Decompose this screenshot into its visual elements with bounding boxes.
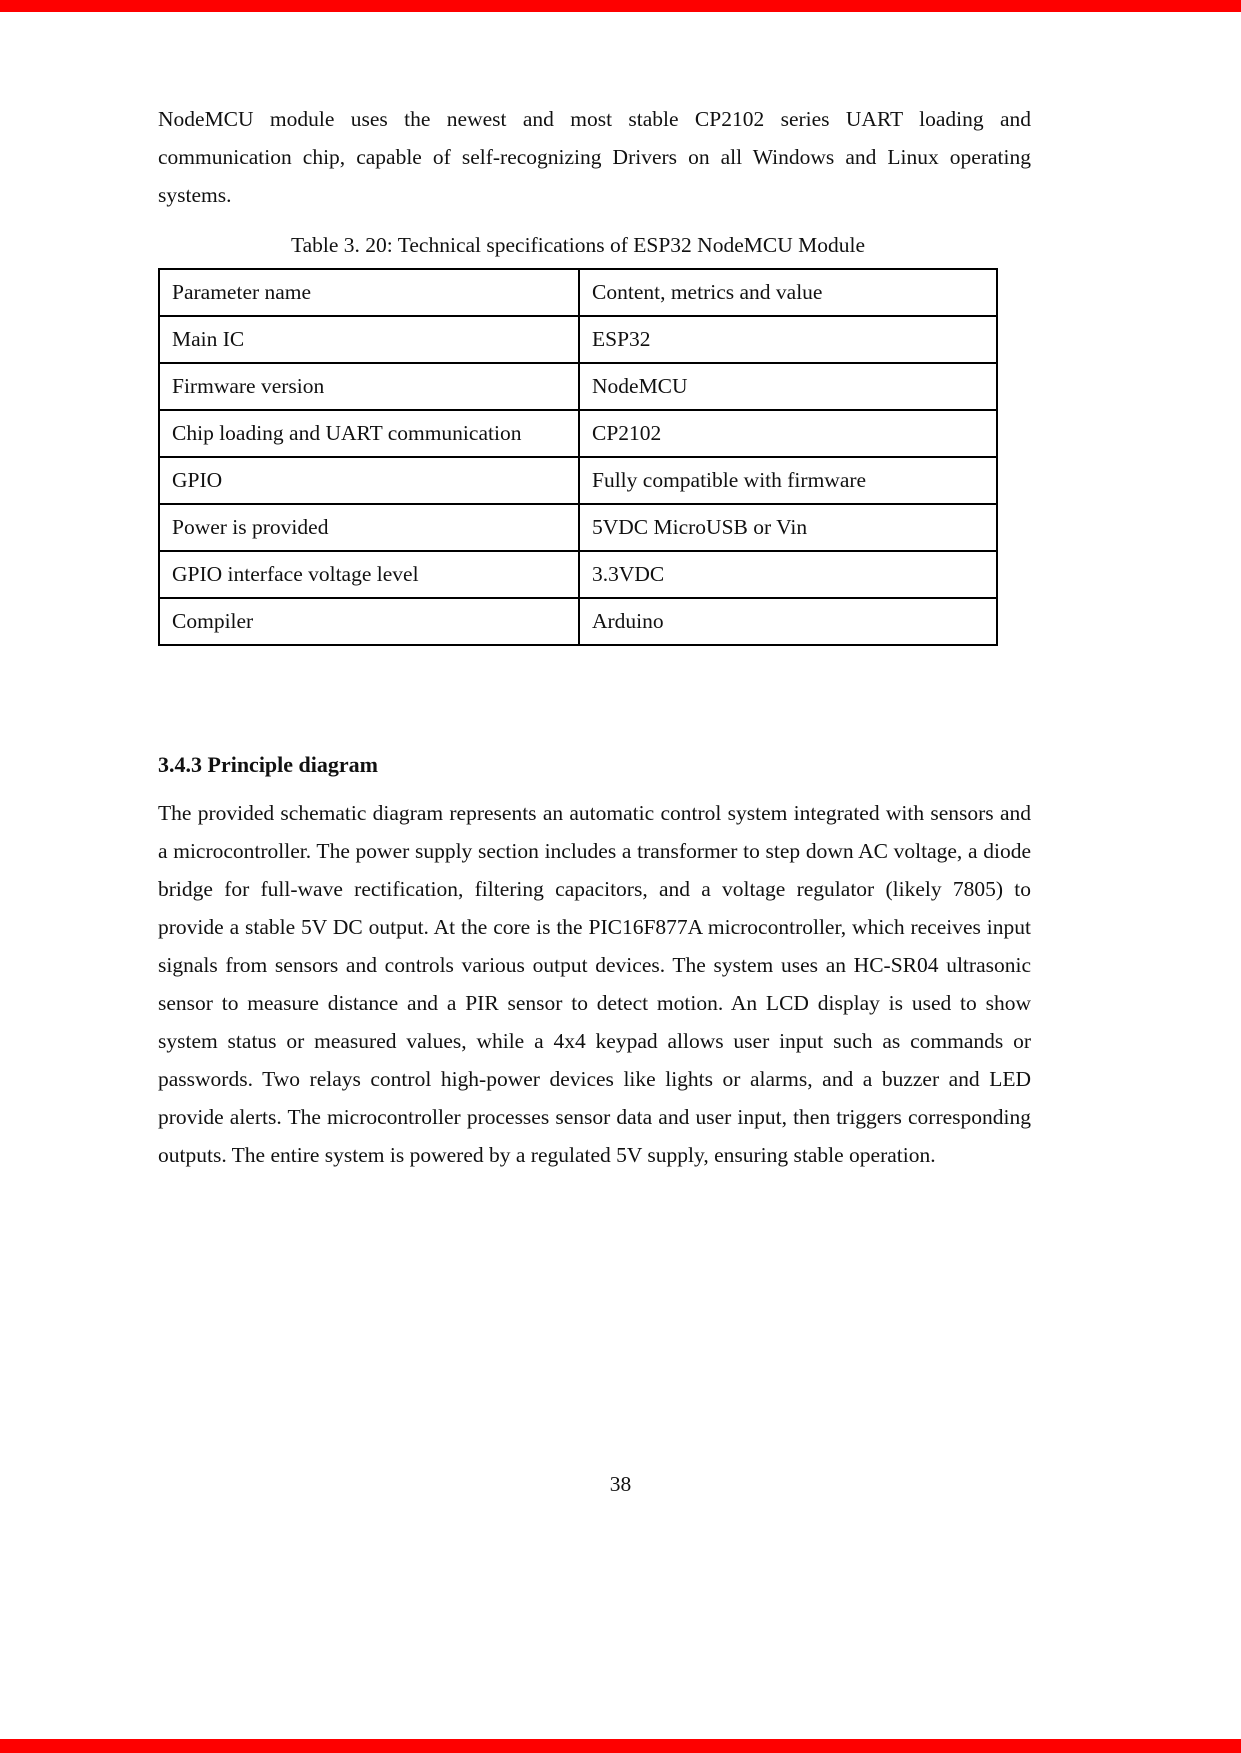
table-cell-value: Fully compatible with firmware: [579, 457, 997, 504]
table-cell-param: Compiler: [159, 598, 579, 645]
table-row: [159, 410, 997, 457]
section-heading: 3.4.3 Principle diagram: [158, 752, 378, 777]
table-cell-param: Power is provided: [159, 504, 579, 551]
table-row: [159, 504, 997, 551]
table-cell-param: GPIO interface voltage level: [159, 551, 579, 598]
table-cell-param: Firmware version: [159, 363, 579, 410]
bottom-border-strip: [0, 1739, 1241, 1753]
section-paragraph: The provided schematic diagram represents an automatic control system integrated with sensors and a microcontroller. The power supply section includes a transformer to step down AC voltage, a diode bridge for full-wave rectification, filtering capacitors, and a voltage regulator (likely 7805) to provide a stable 5V DC output. At the core is the PIC16F877A microcontroller, which receives input signals from sensors and controls various output devices. The system uses an HC-SR04 ultrasonic sensor to measure distance and a PIR sensor to detect motion. An LCD display is used to show system status or measured values, while a 4x4 keypad allows user input such as commands or passwords. Two relays control high-power devices like lights or alarms, and a buzzer and LED provide alerts. The microcontroller processes sensor data and user input, then triggers corresponding outputs. The entire system is powered by a regulated 5V supply, ensuring stable operation.: [158, 801, 1031, 1167]
table-cell-value: 3.3VDC: [579, 551, 997, 598]
table-cell-param: Parameter name: [159, 269, 579, 316]
table-cell-value: Content, metrics and value: [579, 269, 997, 316]
table-cell-param: GPIO: [159, 457, 579, 504]
table-row: [159, 598, 997, 645]
table-cell-value: ESP32: [579, 316, 997, 363]
top-border-strip: [0, 0, 1241, 12]
table-cell-value: NodeMCU: [579, 363, 997, 410]
spec-table: [158, 268, 998, 646]
table-cell-value: Arduino: [579, 598, 997, 645]
table-cell-value: 5VDC MicroUSB or Vin: [579, 504, 997, 551]
table-caption: Table 3. 20: Technical specifications of ESP32 NodeMCU Module: [290, 233, 865, 257]
table-row: [159, 551, 997, 598]
table-row: [159, 316, 997, 363]
page-content: [158, 100, 1031, 1174]
table-cell-param: Main IC: [159, 316, 579, 363]
table-row: [159, 269, 997, 316]
table-cell-param: Chip loading and UART communication: [159, 410, 579, 457]
page-number: 38: [609, 1472, 632, 1496]
intro-paragraph: NodeMCU module uses the newest and most stable CP2102 series UART loading and communication chip, capable of self-recognizing Drivers on all Windows and Linux operating systems.: [158, 107, 1031, 207]
table-row: [159, 363, 997, 410]
table-cell-value: CP2102: [579, 410, 997, 457]
table-row: [159, 457, 997, 504]
